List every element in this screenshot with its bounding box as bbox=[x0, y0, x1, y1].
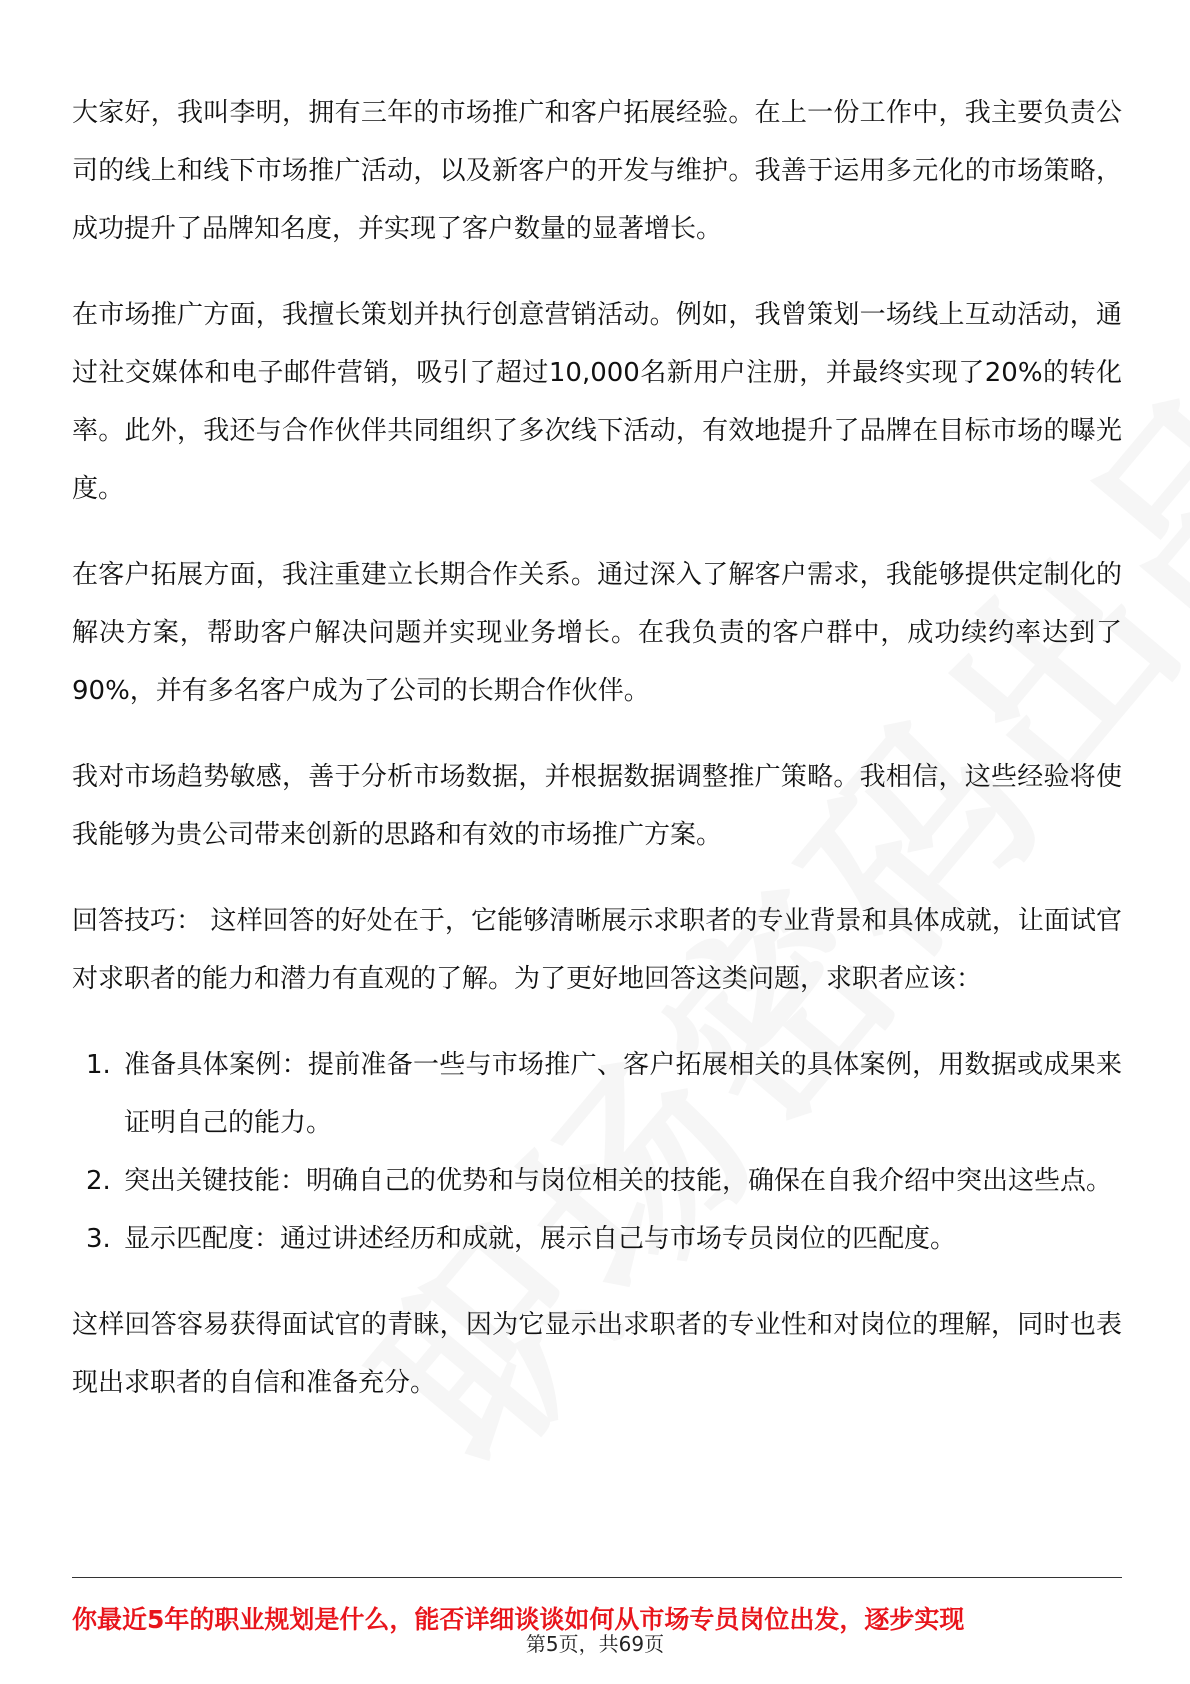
list-item-number: 2. bbox=[86, 1166, 111, 1196]
list-item-number: 1. bbox=[86, 1050, 111, 1080]
list-item-text: 准备具体案例：提前准备一些与市场推广、客户拓展相关的具体案例，用数据或成果来证明自己的能力。 bbox=[124, 1050, 1122, 1138]
next-question-heading: 你最近5年的职业规划是什么，能否详细谈谈如何从市场专员岗位出发，逐步实现 bbox=[72, 1605, 965, 1634]
section-divider bbox=[72, 1577, 1122, 1578]
list-item-number: 3. bbox=[86, 1224, 111, 1254]
intro-paragraph: 大家好，我叫李明，拥有三年的市场推广和客户拓展经验。在上一份工作中，我主要负责公司的线上和线下市场推广活动，以及新客户的开发与维护。我善于运用多元化的市场策略，成功提升了品牌知名度，并实现了客户数量的显著增长。 bbox=[72, 98, 1122, 244]
list-item bbox=[72, 1036, 1122, 1152]
list-item bbox=[72, 1210, 1122, 1268]
tips-list bbox=[72, 1036, 1122, 1268]
trend-paragraph: 我对市场趋势敏感，善于分析市场数据，并根据数据调整推广策略。我相信，这些经验将使我能够为贵公司带来创新的思路和有效的市场推广方案。 bbox=[72, 762, 1122, 850]
list-item-text: 突出关键技能：明确自己的优势和与岗位相关的技能，确保在自我介绍中突出这些点。 bbox=[124, 1166, 1113, 1196]
client-paragraph: 在客户拓展方面，我注重建立长期合作关系。通过深入了解客户需求，我能够提供定制化的解决方案，帮助客户解决问题并实现业务增长。在我负责的客户群中，成功续约率达到了90%，并有多名客户成为了公司的长期合作伙伴。 bbox=[72, 560, 1122, 706]
document-body bbox=[72, 84, 1122, 1440]
page-number: 第5页，共69页 bbox=[525, 1632, 665, 1656]
closing-paragraph: 这样回答容易获得面试官的青睐，因为它显示出求职者的专业性和对岗位的理解，同时也表现出求职者的自信和准备充分。 bbox=[72, 1310, 1122, 1398]
answer-tips-paragraph: 回答技巧： 这样回答的好处在于，它能够清晰展示求职者的专业背景和具体成就，让面试官对求职者的能力和潜力有直观的了解。为了更好地回答这类问题，求职者应该： bbox=[72, 906, 1122, 994]
list-item-text: 显示匹配度：通过讲述经历和成就，展示自己与市场专员岗位的匹配度。 bbox=[124, 1224, 957, 1254]
list-item bbox=[72, 1152, 1122, 1210]
marketing-paragraph: 在市场推广方面，我擅长策划并执行创意营销活动。例如，我曾策划一场线上互动活动，通过社交媒体和电子邮件营销，吸引了超过10,000名新用户注册，并最终实现了20%的转化率。此外，我还与合作伙伴共同组织了多次线下活动，有效地提升了品牌在目标市场的曝光度。 bbox=[72, 300, 1122, 504]
